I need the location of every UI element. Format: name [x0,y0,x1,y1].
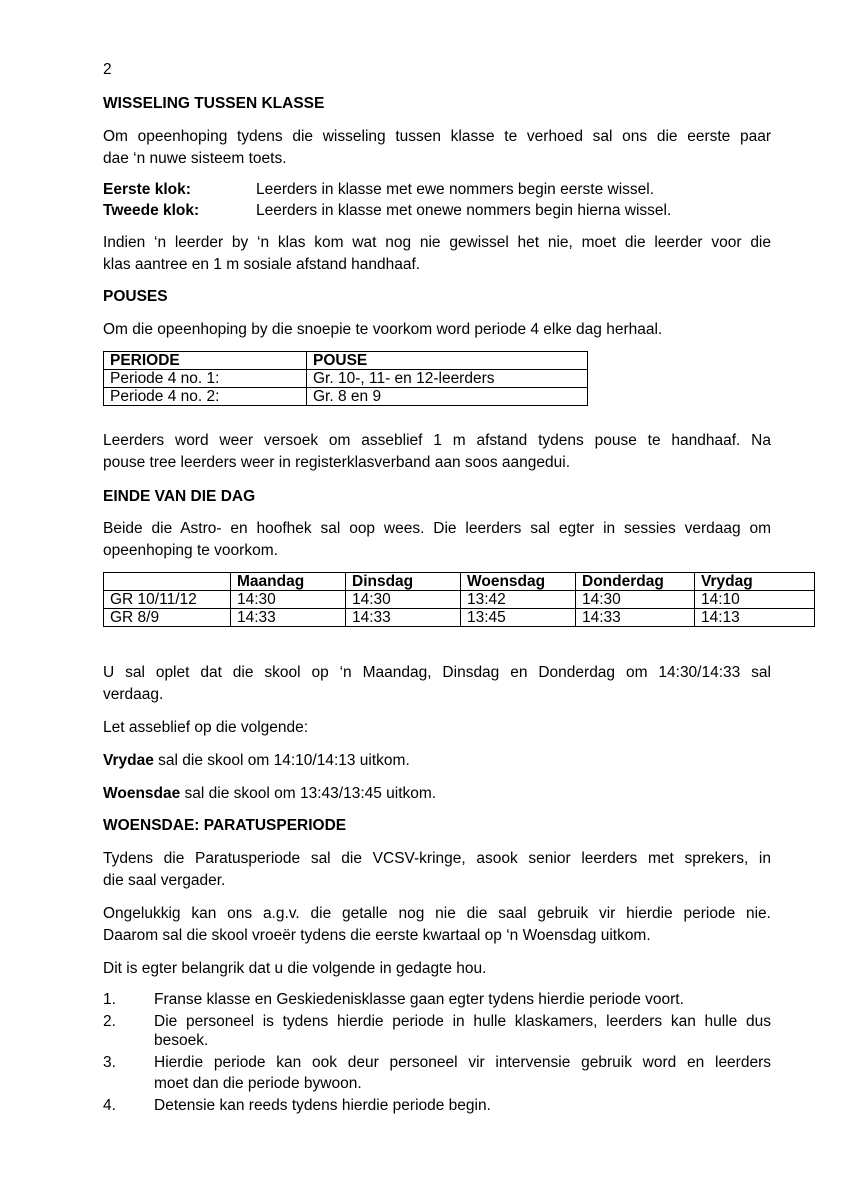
heading-einde-van-die-dag: EINDE VAN DIE DAG [103,488,256,505]
list-number: 2. [103,1013,116,1030]
paragraph-woensdae [103,783,771,805]
paragraph-oplet-line2: verdaag. [103,686,164,703]
table-cell: Gr. 10-, 11- en 12-leerders [307,370,588,388]
paragraph-hekke-line2: opeenhoping te voorkom. [103,542,278,559]
table-cell: Periode 4 no. 1: [104,370,307,388]
woensdae-text: sal die skool om 13:43/13:45 uitkom. [180,785,437,802]
table-cell: 14:33 [576,609,695,627]
woensdae-bold: Woensdae [103,785,181,802]
list-number: 3. [103,1054,116,1071]
table-cell: 13:45 [461,609,576,627]
list-text: Franse klasse en Geskiedenisklasse gaan egter tydens hierdie periode voort. [154,991,684,1008]
table-cell: Periode 4 no. 2: [104,388,307,406]
verdaag-header-dinsdag: Dinsdag [346,573,461,591]
klok-row-1 [103,179,803,201]
vrydae-text: sal die skool om 14:10/14:13 uitkom. [153,752,410,769]
paragraph-wisseling-line1: Om opeenhoping tydens die wisseling tussen klasse te verhoed sal ons die eerste paar [103,128,771,145]
page-number: 2 [103,61,112,78]
list-text: Hierdie periode kan ook deur personeel vir intervensie gebruik word en leerders [154,1054,771,1071]
list-number: 4. [103,1097,116,1114]
paragraph-afstand-line2: pouse tree leerders weer in registerklasverband aan soos aangedui. [103,454,571,471]
table-row [104,591,815,609]
klok-text-1: Leerders in klasse met ewe nommers begin eerste wissel. [256,181,655,198]
list-text: Die personeel is tydens hierdie periode in hulle klaskamers, leerders kan hulle dus [154,1013,771,1030]
klok-text-2: Leerders in klasse met onewe nommers begin hierna wissel. [256,202,672,219]
paragraph-paratus-line2: die saal vergader. [103,872,226,889]
table-cell: 14:30 [346,591,461,609]
paragraph-ongelukkig-line1: Ongelukkig kan ons a.g.v. die getalle nog nie die saal gebruik vir hierdie periode nie. [103,905,771,922]
table-cell: 14:30 [231,591,346,609]
klok-label-2: Tweede klok: [103,202,200,219]
verdaag-header-donderdag: Donderdag [576,573,695,591]
paragraph-pouses: Om die opeenhoping by die snoepie te voorkom word periode 4 elke dag herhaal. [103,321,663,338]
paragraph-paratus-line1: Tydens die Paratusperiode sal die VCSV-kringe, asook senior leerders met sprekers, in [103,850,771,867]
table-row [104,388,588,406]
paragraph-hekke-line1: Beide die Astro- en hoofhek sal oop wees. Die leerders sal egter in sessies verdaag om [103,520,771,537]
table-cell: 14:13 [695,609,815,627]
list-text: moet dan die periode bywoon. [154,1075,362,1092]
verdaag-header-woensdag: Woensdag [461,573,576,591]
paragraph-afstand-line1: Leerders word weer versoek om asseblief 1 m afstand tydens pouse te handhaaf. Na [103,432,771,449]
verdaag-table [103,572,815,627]
paragraph-leerder-line1: Indien ‘n leerder by ‘n klas kom wat nog nie gewissel het nie, moet die leerder voor die [103,234,771,251]
table-cell: 14:10 [695,591,815,609]
heading-wisseling: WISSELING TUSSEN KLASSE [103,95,325,112]
paragraph-leerder-line2: klas aantree en 1 m sosiale afstand handhaaf. [103,256,421,273]
list-number: 1. [103,991,116,1008]
paragraph-let-asseblief: Let asseblief op die volgende: [103,719,309,736]
heading-paratusperiode: WOENSDAE: PARATUSPERIODE [103,817,347,834]
vrydae-bold: Vrydae [103,752,154,769]
table-row [104,370,588,388]
paragraph-ongelukkig-line2: Daarom sal die skool vroeër tydens die eerste kwartaal op ‘n Woensdag uitkom. [103,927,651,944]
table-cell: 14:30 [576,591,695,609]
verdaag-header-vrydag: Vrydag [695,573,815,591]
heading-pouses: POUSES [103,288,168,305]
table-cell: GR 8/9 [104,609,231,627]
verdaag-header-maandag: Maandag [231,573,346,591]
table-cell: 14:33 [231,609,346,627]
paragraph-oplet-line1: U sal oplet dat die skool op ‘n Maandag, Dinsdag en Donderdag om 14:30/14:33 sal [103,664,771,681]
list-text: besoek. [154,1032,209,1049]
pouse-header-periode: PERIODE [104,352,307,370]
pouse-table [103,351,588,406]
klok-label-1: Eerste klok: [103,181,191,198]
klok-row-2 [103,200,803,222]
table-cell: 14:33 [346,609,461,627]
verdaag-header-blank [104,573,231,591]
paragraph-belangrik: Dit is egter belangrik dat u die volgende in gedagte hou. [103,960,487,977]
table-cell: Gr. 8 en 9 [307,388,588,406]
list-text: Detensie kan reeds tydens hierdie periode begin. [154,1097,491,1114]
table-cell: GR 10/11/12 [104,591,231,609]
table-row [104,609,815,627]
table-cell: 13:42 [461,591,576,609]
paragraph-vrydae [103,750,771,772]
paragraph-wisseling-line2: dae ‘n nuwe sisteem toets. [103,150,287,167]
pouse-header-pouse: POUSE [307,352,588,370]
